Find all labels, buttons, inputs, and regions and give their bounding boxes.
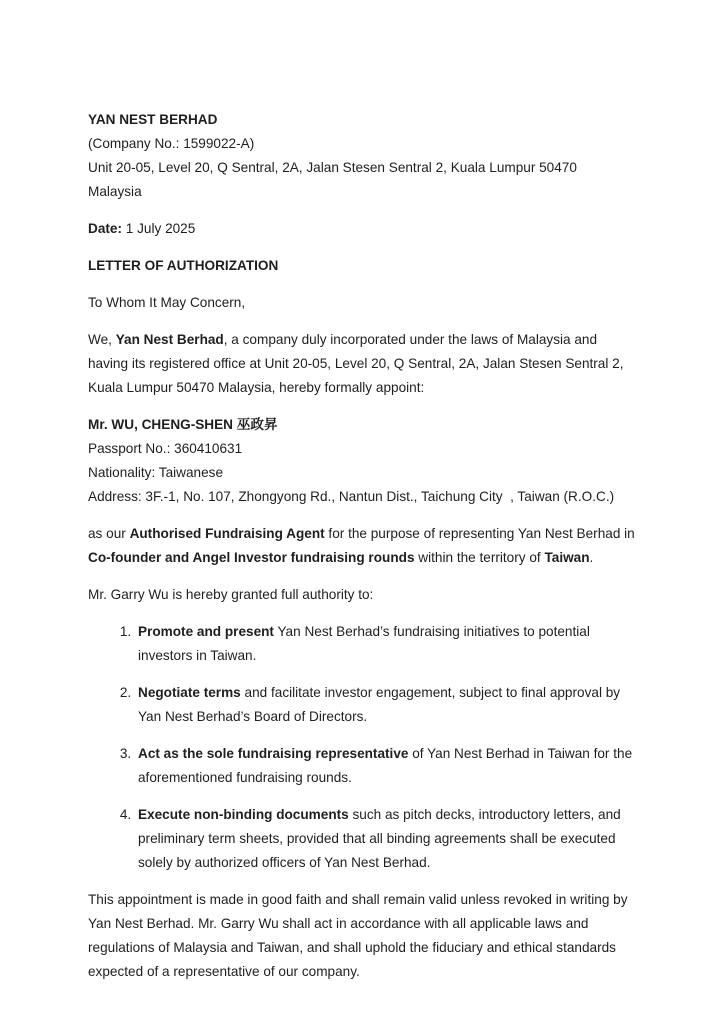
authority-item-1 [135,620,636,668]
intro-post: , a company duly incorporated under the laws of Malaysia and having its registered office at Unit 20-05, Level 20, Q Sentral, 2A, Jalan Stesen Sentral 2, Kuala Lumpur 50470 Malaysia, hereby formally appoint: [88,332,624,395]
appointee-address: Address: 3F.-1, No. 107, Zhongyong Rd., Nantun Dist., Taichung City , Taiwan (R.O.C.) [88,489,615,504]
intro-company-bold: Yan Nest Berhad [115,332,224,347]
authority-item-3-bold: Act as the sole fundraising representative [138,746,409,761]
intro-paragraph [88,328,636,400]
date-line [88,217,636,241]
document-title: LETTER OF AUTHORIZATION [88,258,279,273]
purpose-territory-bold: Taiwan [544,550,590,565]
authority-item-2-rest: and facilitate investor engagement, subject to final approval by Yan Nest Berhad’s Board of Directors. [138,685,621,724]
date-value: 1 July 2025 [122,221,196,236]
appointee-details [88,413,636,509]
authority-item-4-rest: such as pitch decks, introductory letters, and preliminary term sheets, provided that all binding agreements shall be executed solely by authorized officers of Yan Nest Berhad. [138,807,621,870]
purpose-agent-bold: Authorised Fundraising Agent [129,526,325,541]
authority-item-3 [135,742,636,790]
authority-item-1-rest: Yan Nest Berhad’s fundraising initiatives to potential investors in Taiwan. [138,624,590,663]
purpose-seg1: as our [88,526,130,541]
authority-list [88,620,636,875]
company-address-line1: Unit 20-05, Level 20, Q Sentral, 2A, Jalan Stesen Sentral 2, Kuala Lumpur 50470 [88,160,577,175]
purpose-rounds-bold: Co-founder and Angel Investor fundraising rounds [88,550,415,565]
letterhead [88,108,636,204]
company-name: YAN NEST BERHAD [88,112,218,127]
purpose-seg3: for the purpose of representing Yan Nest Berhad in [324,526,635,541]
authority-item-2-bold: Negotiate terms [138,685,241,700]
company-number: (Company No.: 1599022-A) [88,136,255,151]
authority-intro: Mr. Garry Wu is hereby granted full authority to: [88,587,374,602]
appointee-nationality: Nationality: Taiwanese [88,465,224,480]
company-address-line2: Malaysia [88,184,142,199]
purpose-seg7: . [589,550,594,565]
authority-item-1-bold: Promote and present [138,624,274,639]
authority-item-4 [135,803,636,875]
authority-item-2 [135,681,636,729]
closing-paragraph: This appointment is made in good faith and shall remain valid unless revoked in writing by Yan Nest Berhad. Mr. Garry Wu shall act in accordance with all applicable laws and regulations of Malaysia and Taiwan, and shall uphold the fiduciary and ethical standards expected of a representative of our company. [88,892,628,979]
appointee-name: Mr. WU, CHENG-SHEN 巫政昇 [88,417,278,432]
date-label: Date: [88,221,122,236]
appointee-passport: Passport No.: 360410631 [88,441,243,456]
intro-pre: We, [88,332,116,347]
authority-item-3-rest: of Yan Nest Berhad in Taiwan for the aforementioned fundraising rounds. [138,746,633,785]
purpose-paragraph [88,522,636,570]
salutation: To Whom It May Concern, [88,295,246,310]
authority-item-4-bold: Execute non-binding documents [138,807,349,822]
purpose-seg5: within the territory of [414,550,545,565]
